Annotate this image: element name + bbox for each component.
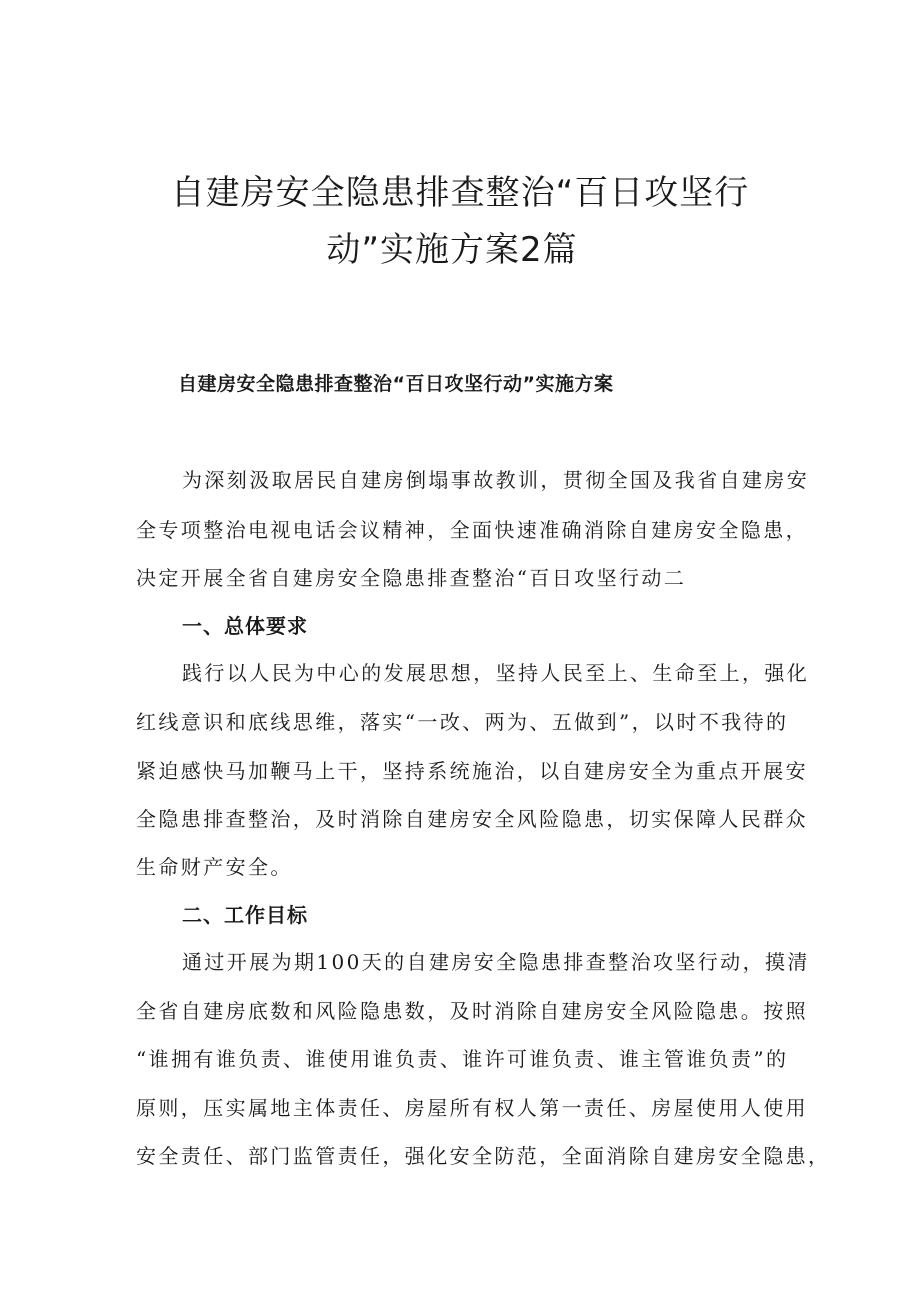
section-2-line: “谁拥有谁负责、谁使用谁负责、谁许可谁负责、谁主管谁负责”的 xyxy=(136,1047,789,1071)
section-1-line: 紧迫感快马加鞭马上干，坚持系统施治，以自建房安全为重点开展安 xyxy=(136,759,808,783)
section-2-line: 全省自建房底数和风险隐患数，及时消除自建房安全风险隐患。按照 xyxy=(136,999,808,1023)
section-1-line: 红线意识和底线思维，落实“一改、两为、五做到”，以时不我待的 xyxy=(136,710,789,734)
intro-line: 全专项整治电视电话会议精神，全面快速准确消除自建房安全隐患， xyxy=(136,518,808,542)
section-1-line: 全隐患排查整治，及时消除自建房安全风险隐患，切实保障人民群众 xyxy=(136,807,808,831)
section-2-heading: 二、工作目标 xyxy=(182,903,308,927)
section-2-line: 安全责任、部门监管责任，强化安全防范，全面消除自建房安全隐患， xyxy=(136,1144,831,1168)
article-subtitle: 自建房安全隐患排查整治“百日攻坚行动”实施方案 xyxy=(178,373,614,395)
section-2-line: 通过开展为期100天的自建房安全隐患排查整治攻坚行动，摸清 xyxy=(182,950,810,974)
intro-line: 为深刻汲取居民自建房倒塌事故教训，贯彻全国及我省自建房安 xyxy=(182,468,810,492)
section-1-line: 践行以人民为中心的发展思想，坚持人民至上、生命至上，强化 xyxy=(182,661,810,685)
document-title-line-2: 动”实施方案2篇 xyxy=(326,230,578,270)
section-1-line: 生命财产安全。 xyxy=(136,855,293,879)
section-1-heading: 一、总体要求 xyxy=(182,614,308,638)
document-title-line-1: 自建房安全隐患排查整治“百日攻坚行 xyxy=(170,173,750,213)
section-2-line: 原则，压实属地主体责任、房屋所有权人第一责任、房屋使用人使用 xyxy=(136,1096,808,1120)
intro-line: 决定开展全省自建房安全隐患排查整治“百日攻坚行动二 xyxy=(136,566,687,590)
